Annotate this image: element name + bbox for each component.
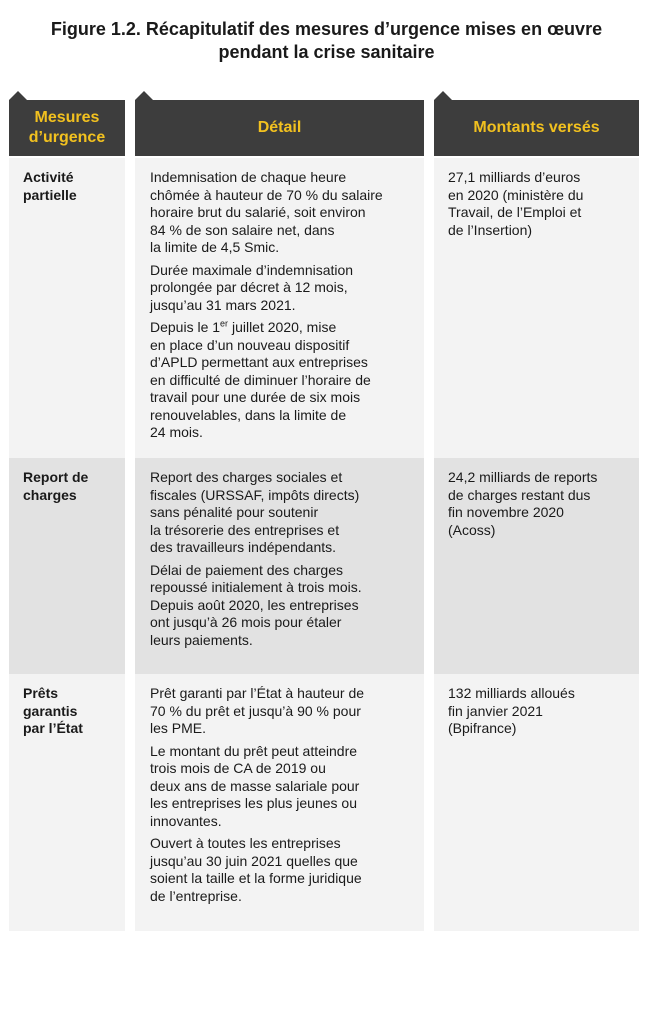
header-amounts-label: Montants versés bbox=[473, 119, 600, 136]
amount-line: 24,2 milliards de reports bbox=[448, 469, 598, 485]
detail-line: trois mois de CA de 2019 ou bbox=[150, 760, 326, 776]
row-1-amount bbox=[434, 158, 639, 458]
detail-line: de l’entreprise. bbox=[150, 887, 242, 904]
figure-title-line-1: Figure 1.2. Récapitulatif des mesures d’urgence mises en œuvre bbox=[50, 19, 603, 39]
amount-line: de l’Insertion) bbox=[448, 221, 533, 238]
measure-line: par l’État bbox=[23, 720, 83, 736]
detail-line: travail pour une durée de six mois bbox=[150, 389, 361, 405]
header-detail-label: Détail bbox=[257, 119, 302, 136]
header-measures-line-1: Mesures bbox=[34, 109, 100, 126]
detail-line: les entreprises les plus jeunes ou bbox=[150, 795, 358, 811]
amount-line: fin novembre 2020 bbox=[448, 504, 564, 520]
header-tab-marker bbox=[135, 91, 153, 100]
detail-line: la trésorerie des entreprises et bbox=[150, 521, 340, 538]
detail-line: d’APLD permettant aux entreprises bbox=[150, 354, 368, 370]
detail-line: Report des charges sociales et bbox=[150, 469, 343, 485]
amount-line: fin janvier 2021 bbox=[448, 702, 543, 719]
detail-line: en difficulté de diminuer l’horaire de bbox=[150, 371, 371, 388]
detail-line: 84 % de son salaire net, dans bbox=[150, 221, 335, 238]
detail-line: Depuis août 2020, les entreprises bbox=[150, 596, 359, 613]
amount-line: (Bpifrance) bbox=[448, 720, 517, 736]
detail-line: leurs paiements. bbox=[150, 631, 253, 648]
detail-paragraph bbox=[150, 469, 414, 557]
detail-text: Depuis le 1 bbox=[150, 319, 221, 335]
header-tab-marker bbox=[9, 91, 27, 100]
amount-line: (Acoss) bbox=[448, 521, 496, 538]
detail-line: renouvelables, dans la limite de bbox=[150, 406, 347, 423]
detail-line: jusqu’au 31 mars 2021. bbox=[150, 296, 296, 313]
detail-line: repoussé initialement à trois mois. bbox=[150, 579, 362, 595]
detail-line: en place d’un nouveau dispositif bbox=[150, 336, 350, 353]
detail-text: juillet 2020, mise bbox=[228, 319, 337, 335]
detail-line: Durée maximale d’indemnisation bbox=[150, 261, 354, 278]
measure-line: Activité bbox=[23, 169, 74, 185]
measure-line: Report de bbox=[23, 469, 89, 485]
ordinal-superscript: er bbox=[220, 318, 229, 329]
detail-paragraph bbox=[150, 319, 414, 442]
detail-line: les PME. bbox=[150, 720, 207, 736]
figure-title-line-2: pendant la crise sanitaire bbox=[218, 42, 435, 62]
measure-line: partielle bbox=[23, 186, 77, 203]
header-measures-line-2: d’urgence bbox=[28, 129, 106, 146]
detail-line: Indemnisation de chaque heure bbox=[150, 169, 347, 185]
detail-paragraph bbox=[150, 685, 414, 738]
header-detail bbox=[135, 100, 424, 156]
detail-line: horaire brut du salarié, soit environ bbox=[150, 204, 366, 220]
detail-line: Prêt garanti par l’État à hauteur de bbox=[150, 685, 365, 701]
row-1-measure bbox=[9, 158, 125, 458]
detail-line: la limite de 4,5 Smic. bbox=[150, 239, 280, 255]
detail-paragraph bbox=[150, 169, 414, 257]
detail-line: deux ans de masse salariale pour bbox=[150, 777, 360, 794]
detail-line: 70 % du prêt et jusqu’à 90 % pour bbox=[150, 702, 361, 719]
measure-line: Prêts bbox=[23, 685, 59, 701]
row-3-measure bbox=[9, 674, 125, 931]
row-2-amount bbox=[434, 458, 639, 674]
detail-line: prolongée par décret à 12 mois, bbox=[150, 279, 348, 295]
detail-line: ont jusqu’à 26 mois pour étaler bbox=[150, 614, 342, 630]
header-amounts bbox=[434, 100, 639, 156]
detail-line: des travailleurs indépendants. bbox=[150, 539, 337, 555]
row-1-detail bbox=[135, 158, 424, 458]
amount-line: Travail, de l’Emploi et bbox=[448, 204, 582, 220]
detail-line: chômée à hauteur de 70 % du salaire bbox=[150, 186, 383, 203]
detail-line: 24 mois. bbox=[150, 424, 203, 440]
amount-line: de charges restant dus bbox=[448, 486, 591, 503]
header-measures bbox=[9, 100, 125, 156]
measure-line: garantis bbox=[23, 702, 78, 719]
row-2-measure bbox=[9, 458, 125, 674]
detail-line: Le montant du prêt peut atteindre bbox=[150, 742, 358, 759]
measure-line: charges bbox=[23, 486, 77, 503]
detail-paragraph bbox=[150, 835, 414, 905]
header-tab-marker bbox=[434, 91, 452, 100]
detail-line bbox=[150, 319, 414, 337]
detail-paragraph bbox=[150, 743, 414, 831]
detail-line: jusqu’au 30 juin 2021 quelles que bbox=[150, 852, 358, 869]
detail-paragraph bbox=[150, 262, 414, 315]
detail-line: soient la taille et la forme juridique bbox=[150, 870, 362, 886]
figure-title bbox=[0, 18, 653, 64]
detail-line: Ouvert à toutes les entreprises bbox=[150, 835, 341, 851]
amount-line: 132 milliards alloués bbox=[448, 685, 575, 701]
detail-paragraph bbox=[150, 562, 414, 650]
row-2-detail bbox=[135, 458, 424, 674]
row-3-detail bbox=[135, 674, 424, 931]
amount-line: en 2020 (ministère du bbox=[448, 186, 584, 203]
amount-line: 27,1 milliards d’euros bbox=[448, 169, 581, 185]
detail-line: sans pénalité pour soutenir bbox=[150, 504, 319, 520]
row-3-amount bbox=[434, 674, 639, 931]
detail-line: innovantes. bbox=[150, 812, 222, 829]
detail-line: fiscales (URSSAF, impôts directs) bbox=[150, 486, 360, 503]
detail-line: Délai de paiement des charges bbox=[150, 561, 344, 578]
